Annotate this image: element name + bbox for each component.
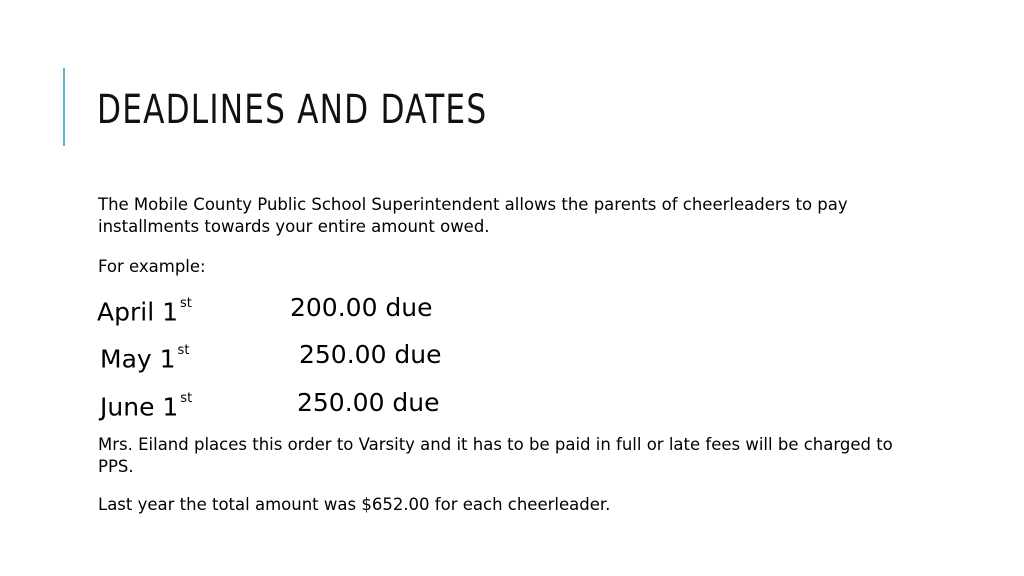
slide-title: DEADLINES AND DATES — [97, 87, 488, 133]
ordinal-suffix: st — [180, 296, 192, 311]
schedule-date — [97, 290, 192, 330]
schedule-amount: 250.00 due — [299, 340, 442, 369]
title-accent-bar — [63, 68, 65, 146]
ordinal-suffix: st — [177, 343, 190, 358]
schedule-amount: 200.00 due — [290, 293, 433, 322]
ordinal-suffix: st — [180, 391, 193, 406]
schedule-date — [100, 337, 189, 377]
order-note-paragraph: Mrs. Eiland places this order to Varsity and it has to be paid in full or late fees will be charged to PPS. — [98, 435, 893, 476]
schedule-date-text: May 1 — [100, 344, 176, 374]
example-label: For example: — [98, 257, 206, 276]
intro-paragraph: The Mobile County Public School Superintendent allows the parents of cheerleaders to pay installments towards your entire amount owed. — [98, 195, 848, 236]
schedule-amount: 250.00 due — [297, 388, 440, 417]
schedule-date-text: June 1 — [100, 392, 179, 422]
schedule-date-text: April 1 — [97, 297, 178, 327]
last-year-paragraph: Last year the total amount was $652.00 for each cheerleader. — [98, 495, 611, 514]
schedule-date — [100, 385, 192, 425]
